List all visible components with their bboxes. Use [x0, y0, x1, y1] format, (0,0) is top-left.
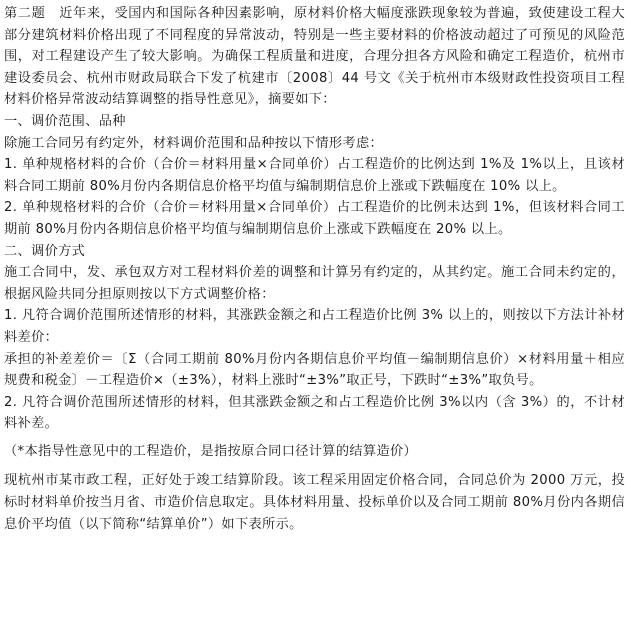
section-heading-scope: 一、调价范围、品种 — [4, 113, 126, 129]
case-description: 现杭州市某市政工程，正好处于竣工结算阶段。该工程采用固定价格合同，合同总价为 2000 万元，投标时材料单价按当月省、市造价信息取定。具体材料用量、投标单价以及合同工期前 80%月份内各期信息价平均值（以下简称“结算单价”）如下表所示。 — [4, 473, 625, 532]
question-intro: 第二题 近年来，受国内和国际各种因素影响，原材料价格大幅度涨跌现象较为普遍，致使建设工程大部分建筑材料价格出现了不同程度的异常波动，特别是一些主要材料的价格波动超过了可预见的风险范围，对工程建设产生了较大影响。为确保工程质量和进度，合理分担各方风险和确定工程造价，杭州市建设委员会、杭州市财政局联合下发了杭建市〔2008〕44 号文《关于杭州市本级财政性投资项目工程材料价格异常波动结算调整的指导性意见》，摘要如下： — [4, 6, 625, 108]
scope-item-2: 2. 单种规格材料的合价（合价＝材料用量×合同单价）占工程造价的比例未达到 1%，但该材料合同工期前 80%月份内各期信息价格平均值与编制期信息价上涨或下跌幅度在 20% 以上。 — [4, 200, 625, 237]
method-item-1: 1. 凡符合调价范围所述情形的材料，其涨跌金额之和占工程造价比例 3% 以上的，则按以下方法计补材料差价： — [4, 308, 625, 345]
definition-note: （*本指导性意见中的工程造价，是指按原合同口径计算的结算造价） — [4, 443, 418, 459]
method-intro: 施工合同中，发、承包双方对工程材料价差的调整和计算另有约定的，从其约定。施工合同未约定的，根据风险共同分担原则按以下方式调整价格： — [4, 265, 625, 302]
method-formula: 承担的补差差价＝〔Σ（合同工期前 80%月份内各期信息价平均值－编制期信息价）×材料用量＋相应规费和税金〕－工程造价×（±3%），材料上涨时“±3%”取正号，下跌时“±3%”取负号。 — [4, 351, 625, 389]
section-heading-method: 二、调价方式 — [4, 243, 86, 259]
scope-item-1: 1. 单种规格材料的合价（合价＝材料用量×合同单价）占工程造价的比例达到 1%及 1%以上，且该材料合同工期前 80%月份内各期信息价格平均值与编制期信息价上涨或下跌幅度在 10% 以上。 — [4, 157, 625, 194]
method-item-2: 2. 凡符合调价范围所述情形的材料，但其涨跌金额之和占工程造价比例 3%以内（含 3%）的，不计材料补差。 — [4, 394, 625, 432]
scope-intro: 除施工合同另有约定外，材料调价范围和品种按以下情形考虑： — [4, 135, 384, 151]
